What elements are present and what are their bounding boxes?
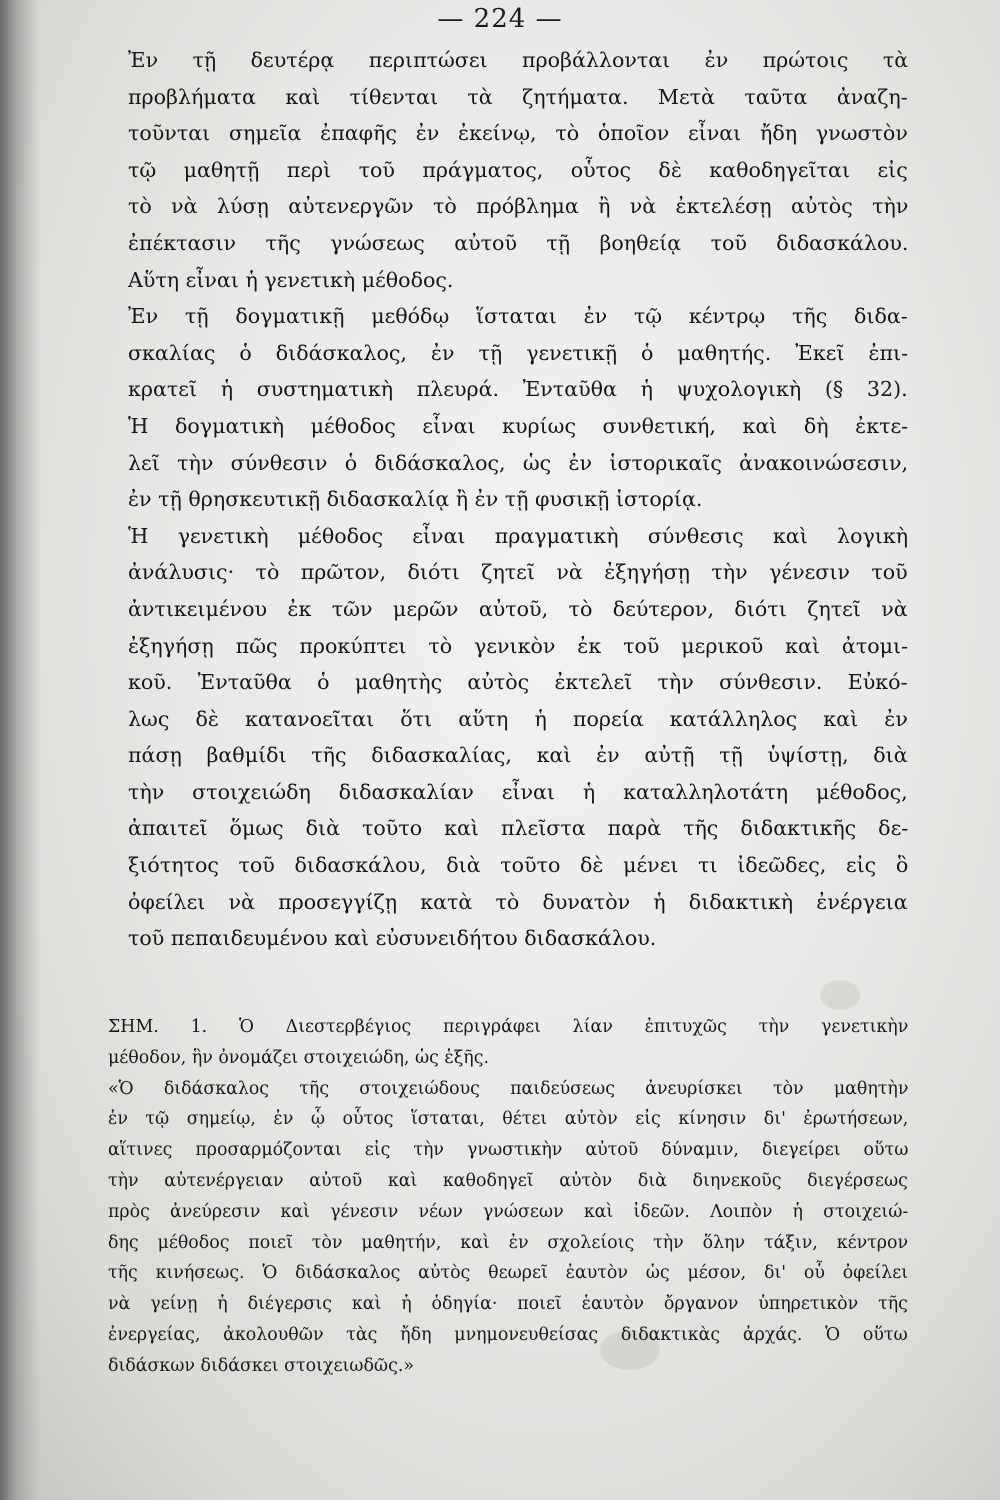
text-line: ἀνάλυσις· τὸ πρῶτον, διότι ζητεῖ νὰ ἐξηγήσῃ τὴν γένεσιν τοῦ <box>128 560 908 585</box>
text-line: προβλήματα καὶ τίθενται τὰ ζητήματα. Μετὰ ταῦτα ἀναζη- <box>128 84 908 109</box>
note-line: τῆς κινήσεως. Ὁ διδάσκαλος αὐτὸς θεωρεῖ ἑαυτὸν ὡς μέσον, δι' οὗ ὀφείλει <box>108 1263 909 1284</box>
note-line: ἐνεργείας, ἀκολουθῶν τὰς ἤδη μνημονευθείσας διδακτικὰς ἀρχάς. Ὁ οὕτω <box>108 1324 908 1345</box>
text-line: Αὕτη εἶναι ἡ γενετικὴ μέθοδος. <box>128 267 454 292</box>
text-line: Ἡ γενετικὴ μέθοδος εἶναι πραγματικὴ σύνθεσις καὶ λογικὴ <box>128 523 909 548</box>
note-line: νὰ γείνῃ ἡ διέγερσις καὶ ἡ ὁδηγία· ποιεῖ ἑαυτὸν ὄργανον ὑπηρετικὸν τῆς <box>108 1294 908 1315</box>
text-line: πάσῃ βαθμίδι τῆς διδασκαλίας, καὶ ἐν αὐτῇ τῇ ὑψίστῃ, διὰ <box>128 743 908 768</box>
note-line: τὴν αὐτενέργειαν αὐτοῦ καὶ καθοδηγεῖ αὐτὸν διὰ διηνεκοῦς διεγέρσεως <box>108 1170 908 1191</box>
paper-stain <box>820 980 860 1010</box>
note-line: διδάσκων διδάσκει στοιχειωδῶς.» <box>108 1355 415 1376</box>
note-line: «Ὁ διδάσκαλος τῆς στοιχειώδους παιδεύσεως ἀνευρίσκει τὸν μαθητὴν <box>108 1078 909 1099</box>
text-line: ξιότητος τοῦ διδασκάλου, διὰ τοῦτο δὲ μένει τι ἰδεῶδες, εἰς ὃ <box>128 853 909 878</box>
text-line: σκαλίας ὁ διδάσκαλος, ἐν τῇ γενετικῇ ὁ μαθητής. Ἐκεῖ ἐπι- <box>128 340 909 365</box>
note-line: ΣΗΜ. 1. Ὁ Διεστερβέγιος περιγράφει λίαν ἐπιτυχῶς τὴν γενετικὴν <box>108 1017 909 1037</box>
text-line: Ἐν τῇ δογματικῇ μεθόδῳ ἵσταται ἐν τῷ κέντρῳ τῆς διδα- <box>128 304 908 329</box>
text-line: ἐξηγήσῃ πῶς προκύπτει τὸ γενικὸν ἐκ τοῦ μερικοῦ καὶ ἀτομι- <box>128 633 909 658</box>
text-line: κοῦ. Ἐνταῦθα ὁ μαθητὴς αὐτὸς ἐκτελεῖ τὴν σύνθεσιν. Εὐκό- <box>128 670 908 695</box>
note-line: δης μέθοδος ποιεῖ τὸν μαθητήν, καὶ ἐν σχολείοις τὴν ὅλην τάξιν, κέντρον <box>108 1232 909 1253</box>
text-line: τοῦ πεπαιδευμένου καὶ εὐσυνειδήτου διδασκάλου. <box>128 926 657 951</box>
text-line: ὀφείλει νὰ προσεγγίζῃ κατὰ τὸ δυνατὸν ἡ διδακτικὴ ἐνέργεια <box>128 889 908 914</box>
text-line: Ἡ δογματικὴ μέθοδος εἶναι κυρίως συνθετική, καὶ δὴ ἐκτε- <box>128 413 909 438</box>
text-line: Ἐν τῇ δευτέρᾳ περιπτώσει προβάλλονται ἐν πρώτοις τὰ <box>128 48 909 72</box>
text-line: κρατεῖ ἡ συστηματικὴ πλευρά. Ἐνταῦθα ἡ ψυχολογικὴ (§ 32). <box>128 377 908 402</box>
text-line: τοῦνται σημεῖα ἐπαφῆς ἐν ἐκείνῳ, τὸ ὁποῖον εἶναι ἤδη γνωστὸν <box>128 121 908 146</box>
text-line: ἐπέκτασιν τῆς γνώσεως αὐτοῦ τῇ βοηθείᾳ τοῦ διδασκάλου. <box>128 230 909 255</box>
text-line: ἀντικειμένου ἐκ τῶν μερῶν αὐτοῦ, τὸ δεύτερον, διότι ζητεῖ νὰ <box>128 596 908 621</box>
note-line: μέθοδον, ἣν ὀνομάζει στοιχειώδη, ὡς ἑξῆς. <box>108 1047 489 1068</box>
note-line: πρὸς ἀνεύρεσιν καὶ γένεσιν νέων γνώσεων καὶ ἰδεῶν. Λοιπὸν ἡ στοιχειώ- <box>108 1201 909 1222</box>
text-line: τὴν στοιχειώδη διδασκαλίαν εἶναι ἡ καταλληλοτάτη μέθοδος, <box>128 779 908 804</box>
text-line: ἀπαιτεῖ ὅμως διὰ τοῦτο καὶ πλεῖστα παρὰ τῆς διδακτικῆς δε- <box>128 816 909 841</box>
text-line: τὸ νὰ λύσῃ αὐτενεργῶν τὸ πρόβλημα ἢ νὰ ἐκτελέσῃ αὐτὸς τὴν <box>128 194 909 219</box>
page-binding-shadow <box>0 0 40 1500</box>
page-number: — 224 — <box>437 4 563 34</box>
text-line: λως δὲ κατανοεῖται ὅτι αὕτη ἡ πορεία κατάλληλος καὶ ἐν <box>128 706 908 731</box>
note-line: ἐν τῷ σημείῳ, ἐν ᾧ οὗτος ἵσταται, θέτει αὐτὸν εἰς κίνησιν δι' ἐρωτήσεων, <box>108 1109 909 1130</box>
note-line: αἵτινες προσαρμόζονται εἰς τὴν γνωστικὴν αὐτοῦ δύναμιν, διεγείρει οὕτω <box>108 1140 909 1161</box>
text-line: τῷ μαθητῇ περὶ τοῦ πράγματος, οὗτος δὲ καθοδηγεῖται εἰς <box>128 157 908 182</box>
text-line: ἐν τῇ θρησκευτικῇ διδασκαλίᾳ ἢ ἐν τῇ φυσικῇ ἱστορίᾳ. <box>128 487 703 512</box>
main-text <box>128 42 908 957</box>
text-line: λεῖ τὴν σύνθεσιν ὁ διδάσκαλος, ὡς ἐν ἱστορικαῖς ἀνακοινώσεσιν, <box>128 450 909 475</box>
footnote-block <box>108 1012 908 1382</box>
